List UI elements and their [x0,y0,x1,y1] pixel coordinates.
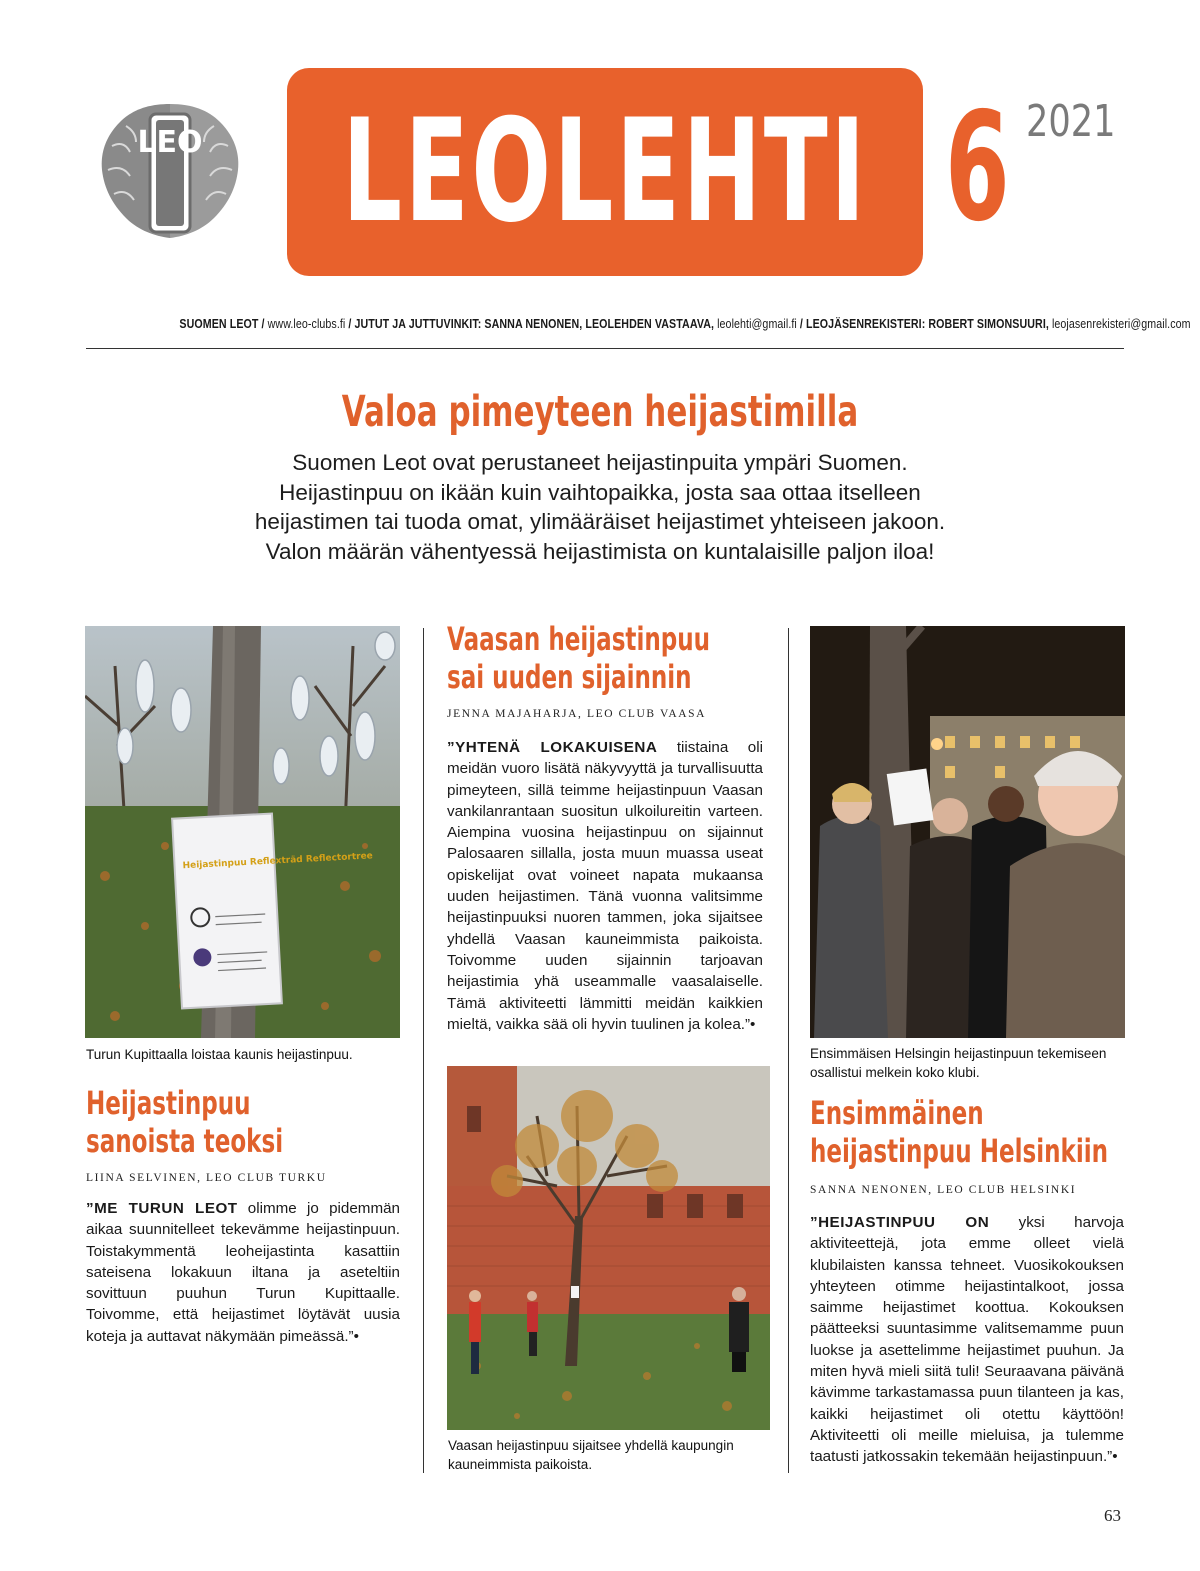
header-divider [86,348,1124,349]
photo-turku-reflector-tree [85,626,400,1038]
lead-in-vaasa: ”YHTENÄ LOKAKUISENA [447,739,658,756]
registry-email-link[interactable]: leojasenrekisteri@gmail.com [1051,316,1191,331]
credits-org: SUOMEN LEOT / [179,316,268,331]
article-title-helsinki [810,1094,1108,1170]
article-title-turku-line2: sanoista teoksi [86,1122,284,1160]
article-title-vaasa [447,620,710,696]
sign-text: Heijastinpuu Reflexträd Reflectortree [182,851,374,872]
leo-logo [96,96,244,244]
editor-email-link[interactable]: leolehti@gmail.fi [717,316,797,331]
lead-in-turku: ”ME TURUN LEOT [86,1200,238,1217]
article-title-turku-line1: Heijastinpuu [86,1084,251,1122]
caption-helsinki: Ensimmäisen Helsingin heijastinpuun tekemiseen osallistui melkein koko klubi. [810,1046,1107,1080]
article-title-vaasa-line2: sai uuden sijainnin [447,658,692,696]
issue-number: 6 [945,81,1010,255]
article-body-vaasa [447,737,763,1035]
credits-editor: / JUTUT JA JUTTUVINKIT: SANNA NENONEN, LEOLEHDEN VASTAAVA, [345,316,718,331]
lead-paragraph: Suomen Leot ovat perustaneet heijastinpuita ympäri Suomen. Heijastinpuu on ikään kuin vaihtopaikka, josta saa ottaa itselleen heijastimen tai tuoda omat, ylimääräiset heijastimet yhteiseen jakoon. Valon määrän vähentyessä heijastimista on kuntalaisille paljon iloa! [254,450,946,564]
article-text-helsinki: yksi harvoja aktiviteettejä, jota emme olleet vielä klubilaisten kanssa tehneet. Vuosikokouksen yhteyteen otimme heijastintalkoot, jossa saimme heijastimet koottua. Kokouksen päätteeksi suuntasimme valitsemamme puun luokse ja asettelimme heijastimet puuhun. Ja miten hyvä mieli siitä tuli! Seuraavana päivänä kävimme tarkastamassa puun tilanteen ja kas, kaikki heijastimet oli otettu käyttöön! Aktiviteetti oli meille mieluisa, ja tulemme taatusti jatkossakin tekemään heijastinpuun.”• [810,1214,1124,1466]
page-number: 63 [1104,1506,1121,1525]
column-divider [788,628,789,1473]
lead-in-helsinki: ”HEIJASTINPUU ON [810,1214,990,1231]
credits-line [179,316,1191,336]
credits-registry: / LEOJÄSENREKISTERI: ROBERT SIMONSUURI, [796,316,1052,331]
article-text-vaasa: tiistaina oli meidän vuoro lisätä näkyvyyttä ja turvallisuutta pimeyteen, sillä teimme heijastinpuun Vaasan vankilanrantaan suositun ulkoilureitin varteen. Aiempina vuosina heijastinpuu on sijainnut Palosaaren sillalla, josta muun muassa useat opiskelijat ovat voineet napata mukaansa uuden heijastimen. Tänä vuonna valitsimme heijastinpuuksi nuoren tammen, joka sijaitsee yhdellä Vaasan kauneimmista paikoista. Toivomme uuden sijainnin tarjoavan heijastimia yhä useammalle vaasalaiselle. Tämä aktiviteetti lämmitti meidän kaikkien mieltä, vaikka sää oli hyvin tuulinen ja kolea.”• [447,739,763,1033]
article-text-turku: olimme jo pidemmän aikaa suunnitelleet tekevämme heijastinpuun. Toistakymmentä leoheijastinta kasattiin sateisena lokakuun iltana ja aseteltiin sovittuun puuhun Turun Kupittaalle. Toivomme, että heijastimet löytävät uusia koteja ja auttavat näkymään pimeässä.”• [86,1200,400,1345]
article-title-vaasa-line1: Vaasan heijastinpuu [447,620,711,658]
photo-helsinki-club-group [810,626,1125,1038]
masthead-title: LEOLEHTI [342,89,868,254]
masthead-banner [287,68,923,276]
issue-year: 2021 [1026,96,1116,147]
byline-turku: LIINA SELVINEN, LEO CLUB TURKU [86,1172,327,1184]
article-title-helsinki-line2: heijastinpuu Helsinkiin [810,1132,1109,1170]
website-link[interactable]: www.leo-clubs.fi [267,316,346,331]
article-body-turku [86,1198,400,1347]
byline-helsinki: SANNA NENONEN, LEO CLUB HELSINKI [810,1184,1077,1196]
caption-vaasa: Vaasan heijastinpuu sijaitsee yhdellä kaupungin kauneimmista paikoista. [448,1438,734,1472]
article-body-helsinki [810,1212,1124,1468]
photo-vaasa-oak-tree [447,1066,770,1430]
article-title-turku [86,1084,283,1160]
column-divider [423,628,424,1473]
caption-turku: Turun Kupittaalla loistaa kaunis heijastinpuu. [86,1047,353,1062]
logo-letters: LEO [137,125,203,160]
page-title: Valoa pimeyteen heijastimilla [341,387,859,437]
byline-vaasa: JENNA MAJAHARJA, LEO CLUB VAASA [447,708,707,720]
article-title-helsinki-line1: Ensimmäinen [810,1094,984,1132]
